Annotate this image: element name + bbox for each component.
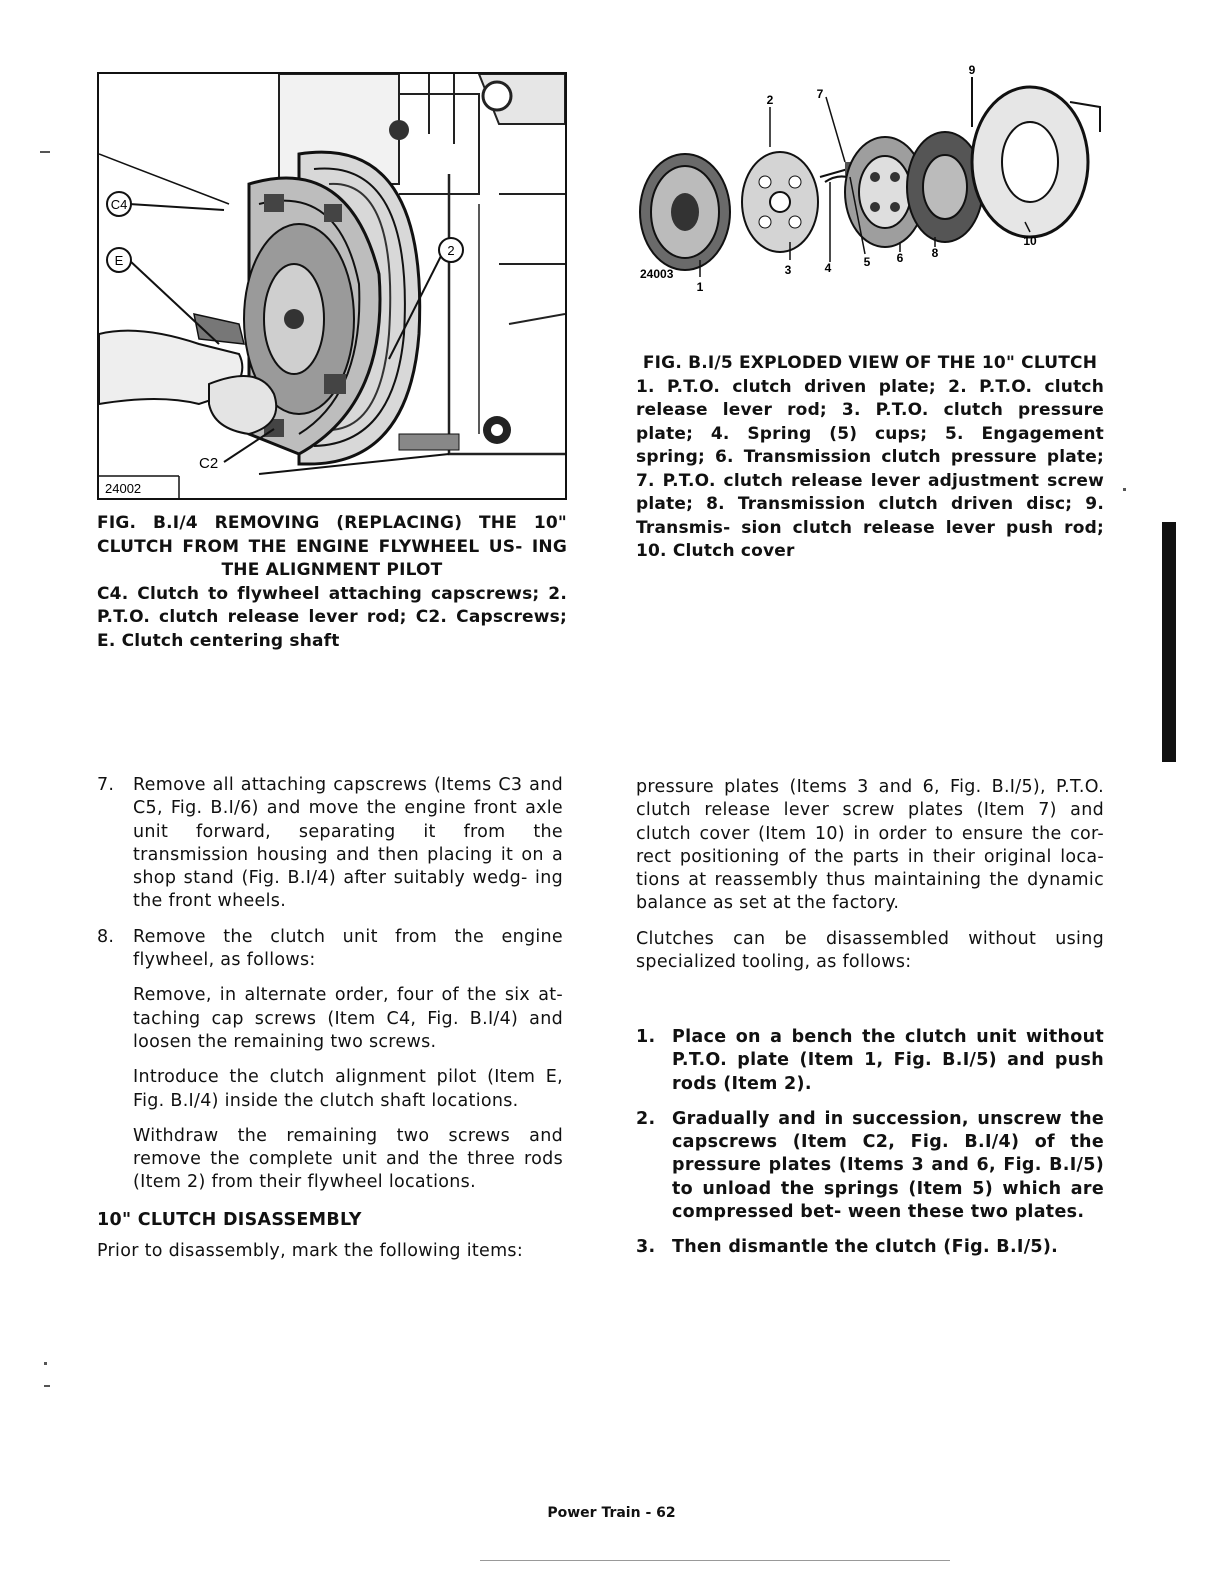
figure-b14-legend: C4. Clutch to flywheel attaching capscrews; 2. P.T.O. clutch release lever rod; C2. Capscrews; E. Clutch centering shaft [97,583,567,651]
step-8-sub-3: Withdraw the remaining two screws and remove the complete unit and the three rods (Item 2) from their flywheel locations. [133,1125,563,1193]
part-label-3: 3 [784,263,792,277]
step-8 [97,926,563,973]
step-7-number: 7. [97,775,115,795]
scan-mark [40,151,50,153]
figure-b15-caption [636,352,1104,564]
disassembly-step-3 [636,1236,1104,1259]
figure-b15-title: FIG. B.I/5 EXPLODED VIEW OF THE 10" CLUTCH [642,353,1098,373]
figure-b15-legend: 1. P.T.O. clutch driven plate; 2. P.T.O. clutch release lever rod; 3. P.T.O. clutch pressure plate; 4. Spring (5) cups; 5. Engagement spring; 6. Transmission clutch pressure plate; 7. P.T.O. clutch release lever adjustment screw plate; 8. Transmission clutch driven disc; 9. Transmis- sion clutch release lever push rod; 10. Clutch cover [636,376,1104,561]
right-para-2: Clutches can be disassembled without using specialized tooling, as follows: [636,928,1104,973]
figure-b14-title: FIG. B.I/4 REMOVING (REPLACING) THE 10" CLUTCH FROM THE ENGINE FLYWHEEL US- ING THE ALIGNMENT PILOT [97,513,567,580]
callout-c2-label: C2 [199,455,219,472]
callout-e-label: E [114,253,124,268]
scan-mark [480,1560,950,1561]
part-label-9: 9 [968,63,976,77]
disassembly-steps [636,1026,1104,1272]
step-7 [97,774,563,914]
figure-b15-exploded-view [630,62,1110,302]
part-label-5: 5 [863,255,871,269]
scan-mark [44,1362,47,1365]
callout-2-label: 2 [447,243,455,258]
part-label-6: 6 [896,251,904,265]
figure-b15-number: 24003 [640,267,674,281]
part-label-4: 4 [824,261,832,275]
clutch-removal-illustration [99,74,565,498]
disassembly-step-2 [636,1108,1104,1224]
right-column [636,776,1104,986]
part-label-1: 1 [696,280,704,294]
step-8-text: Remove the clutch unit from the engine flywheel, as follows: [133,926,563,971]
callout-c4-label: C4 [110,197,128,212]
page-footer: Power Train - 62 [547,1505,676,1521]
step-7-text: Remove all attaching capscrews (Items C3 and C5, Fig. B.I/6) and move the engine front axle unit forward, separating it from the transmission housing and then placing it on a shop stand (Fig. B.I/4) after suitably wedg- ing the front wheels. [133,775,563,912]
disassembly-step-1 [636,1026,1104,1096]
right-para-1: pressure plates (Items 3 and 6, Fig. B.I/5), P.T.O. clutch release lever screw plates (Item 7) and clutch cover (Item 10) in order to ensure the cor- rect positioning of the parts in their original loca- tions at reassembly thus maintaining the dynamic balance as set at the factory. [636,777,1104,914]
prior-text: Prior to disassembly, mark the following items: [97,1241,524,1262]
disassembly-step-1-number: 1. [636,1027,656,1047]
step-8-number: 8. [97,926,115,947]
disassembly-step-2-text: Gradually and in succession, unscrew the capscrews (Item C2, Fig. B.I/4) of the pressure plates (Items 3 and 6, Fig. B.I/5) to unload the springs (Item 5) which are compressed bet- ween these two plates. [672,1108,1104,1223]
left-column [97,774,563,1275]
part-label-2: 2 [766,93,774,107]
step-8-sub-1: Remove, in alternate order, four of the six at- taching cap screws (Item C4, Fig. B.I/4) and loosen the remaining two screws. [133,985,563,1052]
part-label-8: 8 [931,246,939,260]
scan-mark [1123,488,1126,491]
figure-b14-caption [97,512,567,653]
part-label-10: 10 [1023,234,1037,248]
disassembly-step-3-number: 3. [636,1237,656,1258]
scan-mark [44,1385,50,1387]
disassembly-step-1-text: Place on a bench the clutch unit without P.T.O. plate (Item 1, Fig. B.I/5) and push rods (Item 2). [672,1027,1104,1094]
section-heading-disassembly: 10" CLUTCH DISASSEMBLY [97,1209,362,1230]
disassembly-step-2-number: 2. [636,1108,656,1129]
figure-b14-number: 24002 [105,481,142,496]
step-8-sub-2: Introduce the clutch alignment pilot (Item E, Fig. B.I/4) inside the clutch shaft locations. [133,1067,563,1111]
figure-b14-photo [97,72,567,500]
disassembly-step-3-text: Then dismantle the clutch (Fig. B.I/5). [672,1237,1059,1258]
section-index-bar [1162,522,1176,762]
part-label-7: 7 [816,87,824,101]
